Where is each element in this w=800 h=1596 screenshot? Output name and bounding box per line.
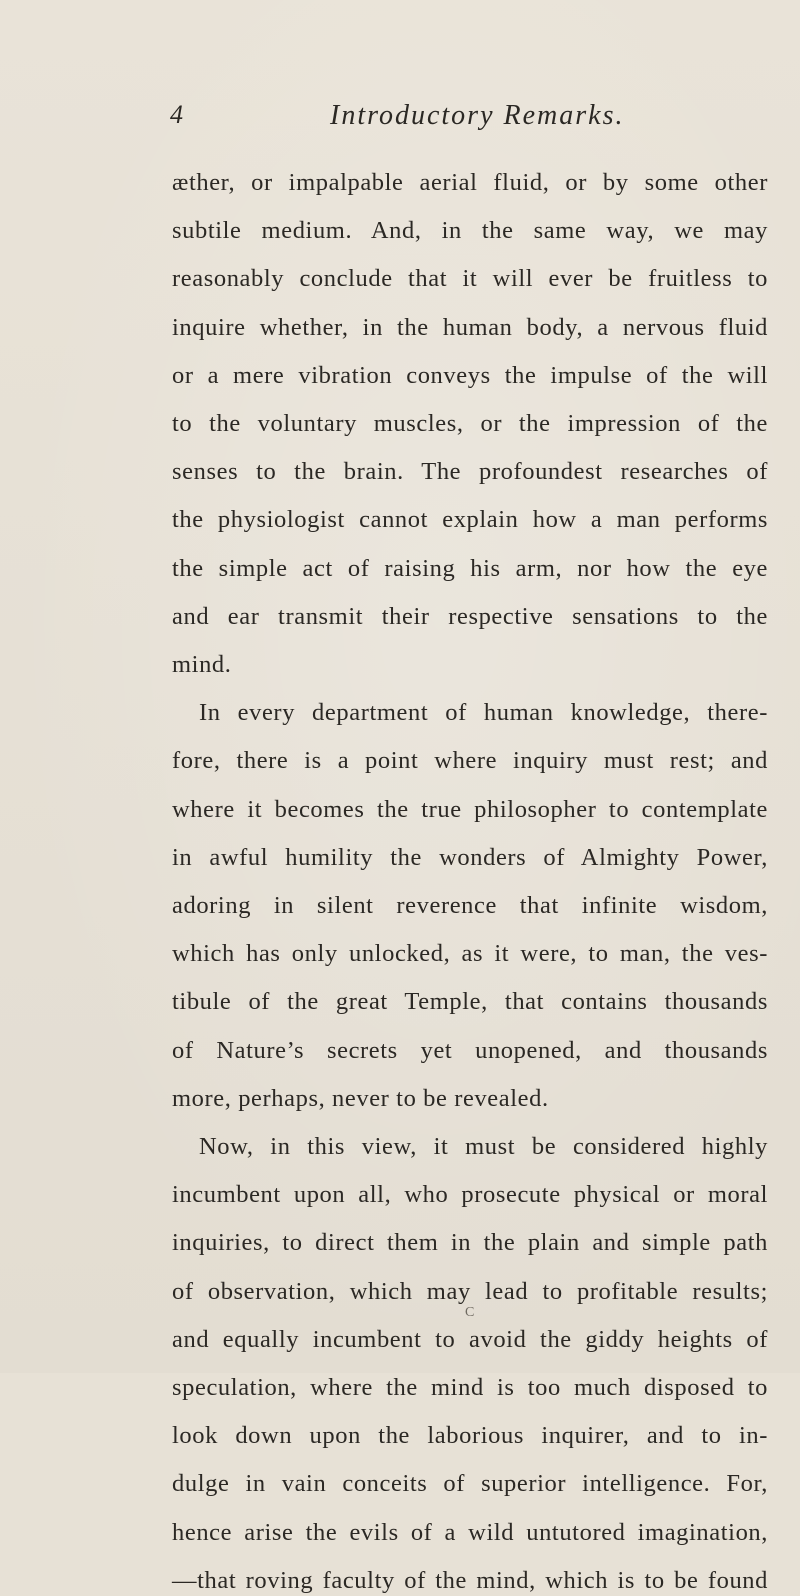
text-line: and equally incumbent to avoid the giddy heights of (172, 1325, 768, 1353)
text-line: adoring in silent reverence that infinite wisdom, (172, 892, 768, 919)
text-line: and ear transmit their respective sensations to the (172, 602, 768, 630)
text-line: or a mere vibration conveys the impulse of the will (172, 361, 768, 389)
text-line: —that roving faculty of the mind, which is to be found (172, 1566, 768, 1594)
text-line: the simple act of raising his arm, nor how the eye (172, 554, 768, 582)
text-line: incumbent upon all, who prosecute physical or moral (172, 1181, 768, 1209)
text-line: inquire whether, in the human body, a nervous fluid (172, 313, 768, 341)
text-line: hence arise the evils of a wild untutored imagination, (172, 1518, 768, 1546)
paragraph-start: In every department of human knowledge, there- (199, 699, 768, 727)
text-line: the physiologist cannot explain how a man performs (172, 506, 768, 534)
signature-mark: C (465, 1305, 475, 1320)
text-line: in awful humility the wonders of Almighty Power, (172, 843, 768, 871)
text-line: inquiries, to direct them in the plain and simple path (172, 1229, 768, 1257)
text-line: where it becomes the true philosopher to contemplate (172, 795, 768, 823)
text-line: dulge in vain conceits of superior intelligence. For, (172, 1470, 768, 1498)
text-line: speculation, where the mind is too much disposed to (172, 1374, 768, 1401)
text-line: fore, there is a point where inquiry must rest; and (172, 747, 768, 775)
text-line: subtile medium. And, in the same way, we may (172, 217, 768, 245)
text-line: which has only unlocked, as it were, to man, the ves- (172, 940, 768, 968)
text-line: to the voluntary muscles, or the impression of the (172, 410, 768, 437)
text-line: of observation, which may lead to profitable results; (172, 1277, 768, 1305)
text-line: tibule of the great Temple, that contains thousands (172, 988, 768, 1016)
text-line: look down upon the laborious inquirer, and to in- (172, 1422, 768, 1450)
text-line: senses to the brain. The profoundest researches of (172, 458, 768, 486)
text-line: mind. (172, 651, 232, 678)
text-line: of Nature’s secrets yet unopened, and thousands (172, 1036, 768, 1064)
text-line: more, perhaps, never to be revealed. (172, 1084, 549, 1112)
running-head: Introductory Remarks. (330, 100, 625, 131)
page-number: 4 (170, 100, 183, 129)
text-line: reasonably conclude that it will ever be fruitless to (172, 265, 768, 293)
text-line: æther, or impalpable aerial fluid, or by some other (172, 169, 768, 196)
paragraph-start: Now, in this view, it must be considered highly (199, 1133, 768, 1160)
